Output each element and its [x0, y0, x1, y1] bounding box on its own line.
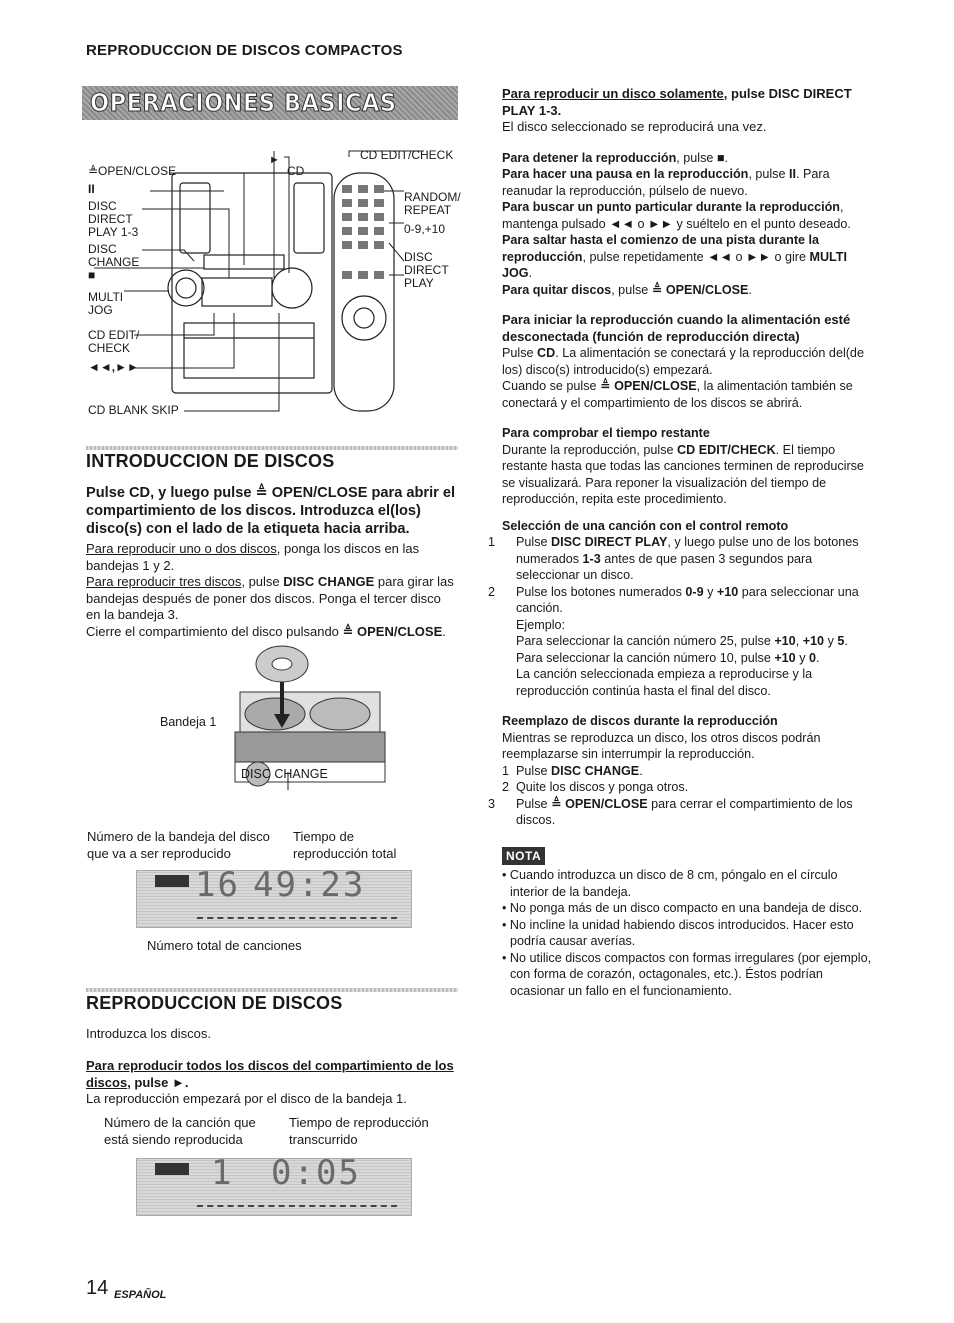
r-remote-2b: 0-9 [685, 584, 704, 599]
label-disc-direct-play: DISC DIRECT PLAY [404, 250, 449, 290]
lcd2-caption-right: Tiempo de reproducción transcurrido [289, 1115, 429, 1147]
r-ej2b: +10 [774, 650, 796, 665]
r-repl-2: 2 Quite los discos y ponga otros. [502, 780, 689, 794]
r-skip-b: Para saltar hasta el comienzo de una pista durante la reproducción [502, 233, 820, 264]
r-remote-2d: +10 [716, 584, 739, 599]
r-repl-1b: DISC CHANGE [551, 763, 640, 778]
label-cd: CD [287, 164, 305, 178]
r-time-pa: Durante la reproducción, pulse [502, 442, 678, 457]
lcd2-caption-left: Número de la canción que está siendo reproducida [104, 1115, 256, 1147]
r-remote-1d: 1-3 [582, 551, 601, 566]
r-repl-1c: . [639, 763, 643, 778]
nota-1: • Cuando introduzca un disco de 8 cm, póngalo en el círculo interior de la bandeja. [502, 868, 838, 899]
lcd-total-tracks: 16 [195, 865, 240, 905]
r-h1 [502, 86, 877, 119]
lcd-dash-line [197, 917, 397, 919]
intro-p1-rest: , ponga los discos en las bandejas 1 y 2. [86, 541, 420, 573]
r-ej1c: , [795, 634, 803, 648]
right-column [488, 86, 877, 999]
r-repl-3c: para cerrar el compartimiento de los discos. [516, 796, 853, 827]
r-remove-b: Para quitar discos [502, 282, 612, 297]
label-multi-jog: MULTI JOG [88, 290, 124, 317]
label-stop: ■ [88, 268, 96, 282]
lcd1-caption-right: Tiempo de reproducción total [293, 829, 397, 861]
r-repl-1a: Pulse [516, 763, 552, 778]
r-search [502, 199, 877, 232]
repro-heading-u: Para reproducir todos los discos del compartimiento de los discos [86, 1058, 454, 1090]
r-ej1 [502, 633, 877, 650]
r-remote-2: 2 Pulse los botones numerados 0-9 y +10 para seleccionar una canción. [488, 584, 859, 615]
r-pause-r2: . Para reanudar la reproducción, púlselo de nuevo. [502, 167, 830, 198]
repro-p2: La reproducción empezará por el disco de la bandeja 1. [86, 1091, 407, 1106]
r-ej3: La canción seleccionada empieza a reproducirse y la reproducción continúa hasta el final del disco. [516, 667, 813, 698]
section-banner [82, 86, 458, 120]
r-skip [502, 232, 877, 282]
r-remote-1c: , y luego pulse uno de los botones numerados [516, 535, 859, 566]
r-h1-u: Para reproducir un disco solamente [502, 86, 724, 101]
tray-label: Bandeja 1 [160, 715, 217, 729]
r-repl-p: Mientras se reproduzca un disco, los otros discos podrán reemplazarse sin interrumpir la reproducción. [502, 730, 821, 761]
r-pause [502, 166, 877, 199]
repro-p1: Introduzca los discos. [86, 1026, 212, 1041]
intro-p3-b: ≜ OPEN/CLOSE [342, 623, 443, 639]
r-repl-2-text: Quite los discos y ponga otros. [516, 780, 689, 794]
r-repl-h: Reemplazo de discos durante la reproducción [502, 714, 778, 728]
r-pause-b: Para hacer una pausa en la reproducción [502, 167, 749, 181]
r-remote-2a: Pulse los botones numerados [516, 584, 686, 599]
label-open-close: ≜OPEN/CLOSE [88, 164, 177, 178]
intro-p1 [86, 541, 458, 574]
repro-heading [86, 1058, 458, 1091]
r-direct-p2a: Cuando se pulse [502, 379, 601, 393]
intro-text [86, 541, 458, 640]
repro-title: REPRODUCCION DE DISCOS [86, 993, 343, 1013]
intro-lead: Pulse CD, y luego pulse ≜ OPEN/CLOSE para abrir el compartimiento de los discos. Introduzca el(los) disco(s) con el lado de la etiqueta hacia arriba. [86, 485, 456, 537]
intro-p2-u: Para reproducir tres discos [86, 574, 242, 589]
r-remote-2e: para seleccionar una canción. [516, 584, 859, 615]
lcd1-caption-left: Número de la bandeja del disco que va a ser reproducido [87, 829, 270, 861]
banner-title: OPERACIONES BASICAS [90, 88, 397, 117]
nota-2: • No ponga más de un disco compacto en una bandeja de disco. [502, 901, 863, 915]
r-direct-h: Para iniciar la reproducción cuando la alimentación esté desconectada (función de reproducción directa) [502, 312, 851, 344]
r-direct-p1c: . La alimentación se conectará y la reproducción del(de los) disco(s) introducido(s) empezará. [502, 346, 864, 377]
r-ej2a: Para seleccionar la canción número 10, pulse [516, 650, 775, 665]
label-skip: ◄◄,►► [88, 360, 139, 374]
r-ej2d: 0 [809, 650, 817, 665]
r-ej2 [502, 650, 877, 667]
section-rule-2 [86, 988, 458, 992]
r-remote-2c: y [703, 584, 717, 599]
r-ej1b: +10 [774, 634, 796, 648]
r-repl-3a: Pulse [516, 796, 552, 811]
nota-2-text: No ponga más de un disco compacto en una bandeja de disco. [509, 901, 863, 915]
intro-p2-b: DISC CHANGE [283, 574, 375, 589]
label-nums: 0-9,+10 [404, 222, 446, 236]
r-search-r: , mantenga pulsado ◄◄ o ►► y suéltelo en el punto deseado. [502, 200, 851, 231]
r-direct-p1 [502, 345, 877, 378]
r-remote-1: 1 Pulse DISC DIRECT PLAY, y luego pulse uno de los botones numerados 1-3 antes de que pasen 3 segundos para seleccionar un disco. [488, 535, 859, 582]
r-direct-p2 [502, 378, 877, 411]
intro-title: INTRODUCCION DE DISCOS [86, 451, 335, 471]
intro-p1-u: Para reproducir uno o dos discos [86, 541, 277, 556]
intro-p2 [86, 574, 458, 624]
page-number: 14 [86, 1277, 109, 1299]
lcd-display-playing [136, 1153, 412, 1216]
nota-4: • No utilice discos compactos con formas irregulares (por ejemplo, con forma de corazón, octagonales, etc.). Éstos podrían ocasionar un fallo en el funcionamiento. [502, 950, 872, 998]
r-direct-p1a: Pulse [502, 346, 538, 360]
r-direct-p2b: ≜ OPEN/CLOSE [600, 379, 697, 393]
label-disc-change: DISC CHANGE [88, 242, 140, 269]
r-stop [502, 150, 877, 167]
r-skip-r1: , pulse repetidamente ◄◄ o ►► o gire [582, 249, 810, 264]
r-pause-r1: , pulse [748, 167, 789, 181]
r-repl-3b: ≜ OPEN/CLOSE [551, 796, 648, 811]
intro-p2-c: para girar las bandejas después de poner dos discos. Ponga el tercer disco en la bandeja 3. [86, 574, 454, 622]
lcd-indicator [155, 875, 189, 887]
nota-1-text: Cuando introduzca un disco de 8 cm, póngalo en el círculo interior de la bandeja. [509, 868, 838, 899]
r-skip-r2: MULTI JOG [502, 249, 848, 280]
intro-p3 [86, 624, 458, 641]
r-repl-1: 1 Pulse DISC CHANGE. [502, 763, 643, 778]
label-cd-edit-left: CD EDIT/ CHECK [88, 328, 140, 355]
page-header: REPRODUCCION DE DISCOS COMPACTOS [86, 42, 403, 59]
intro-p3-c: . [442, 623, 446, 639]
r-remove-r3: . [748, 282, 752, 297]
label-pause: II [88, 182, 95, 196]
label-disc-direct: DISC DIRECT PLAY 1-3 [88, 199, 139, 239]
r-time-pc: . El tiempo restante hasta que todas las canciones terminen de reproducirse se visualizará. Para reponer la visualización del tiempo de reproducción, repita este procedimiento. [502, 442, 864, 506]
r-h1-rest: , pulse DISC DIRECT PLAY 1-3. [502, 86, 852, 118]
footer-lang: ESPAÑOL [114, 1289, 167, 1301]
r-time-p [502, 442, 877, 508]
r-remote-1a: Pulse [516, 535, 552, 549]
r-skip-r3: . [528, 266, 533, 280]
lcd2-indicator [155, 1163, 189, 1175]
repro-heading-rest: , pulse ►. [127, 1074, 189, 1090]
r-remove-r2: ≜ OPEN/CLOSE [651, 282, 749, 297]
r-remove-r1: , pulse [611, 282, 652, 297]
play-label: ► [269, 154, 280, 166]
intro-p2-a: , pulse [241, 574, 284, 589]
lcd-elapsed-time: 0:05 [271, 1153, 361, 1193]
lcd-display-total [136, 865, 412, 928]
r-p1: El disco seleccionado se reproducirá una vez. [502, 119, 767, 134]
lcd-total-time: 49:23 [253, 865, 366, 905]
nota-4-text: No utilice discos compactos con formas irregulares (por ejemplo, con forma de corazón, octagonales, etc.). Éstos podrían ocasionar un fallo en el funcionamiento. [509, 950, 872, 998]
r-ej1e: y [824, 634, 838, 648]
label-random-repeat: RANDOM/ REPEAT [404, 190, 461, 217]
r-ej2c: y [795, 650, 809, 665]
stereo-diagram [84, 143, 461, 428]
r-repl-3: 3 Pulse ≜ OPEN/CLOSE para cerrar el compartimiento de los discos. [488, 796, 853, 827]
r-pause-sym: II [788, 167, 796, 181]
r-ej2e: . [816, 650, 820, 665]
disc-change-label: DISC CHANGE [241, 767, 328, 781]
label-cd-blank-skip: CD BLANK SKIP [88, 403, 179, 417]
r-direct-p2c: , la alimentación también se conectará y el compartimiento de los discos se abrirá. [502, 379, 853, 410]
r-time-pb: CD EDIT/CHECK [677, 442, 776, 457]
lcd-current-track: 1 [211, 1153, 234, 1193]
nota-badge: NOTA [502, 847, 545, 866]
lcd1-caption-bottom: Número total de canciones [147, 938, 302, 953]
r-ej1d: +10 [802, 634, 825, 648]
r-remote-1e: antes de que pasen 3 segundos para seleccionar un disco. [516, 551, 813, 582]
intro-p3-a: Cierre el compartimiento del disco pulsando [86, 623, 343, 639]
r-search-b: Para buscar un punto particular durante la reproducción [502, 200, 840, 214]
section-rule [86, 446, 458, 450]
r-remote-h: Selección de una canción con el control remoto [502, 518, 789, 533]
label-cd-edit-check: CD EDIT/CHECK [360, 148, 454, 162]
r-stop-b: Para detener la reproducción [502, 150, 677, 165]
stereo-illustration [84, 143, 461, 428]
r-ej1a: Para seleccionar la canción número 25, pulse [516, 634, 775, 648]
r-remote-1b: DISC DIRECT PLAY [551, 535, 668, 549]
r-time-h: Para comprobar el tiempo restante [502, 426, 710, 440]
nota-3: • No incline la unidad habiendo discos introducidos. Hacer esto podría causar averías. [502, 917, 854, 948]
r-ej: Ejemplo: [516, 617, 565, 632]
r-ej1f: 5 [837, 634, 845, 648]
lcd2-dash-line [197, 1205, 397, 1207]
r-remove [502, 282, 877, 299]
r-direct-p1b: CD [537, 346, 556, 360]
r-ej1g: . [844, 634, 848, 648]
r-stop-r: , pulse ■. [676, 150, 728, 165]
nota-3-text: No incline la unidad habiendo discos introducidos. Hacer esto podría causar averías. [509, 917, 854, 948]
